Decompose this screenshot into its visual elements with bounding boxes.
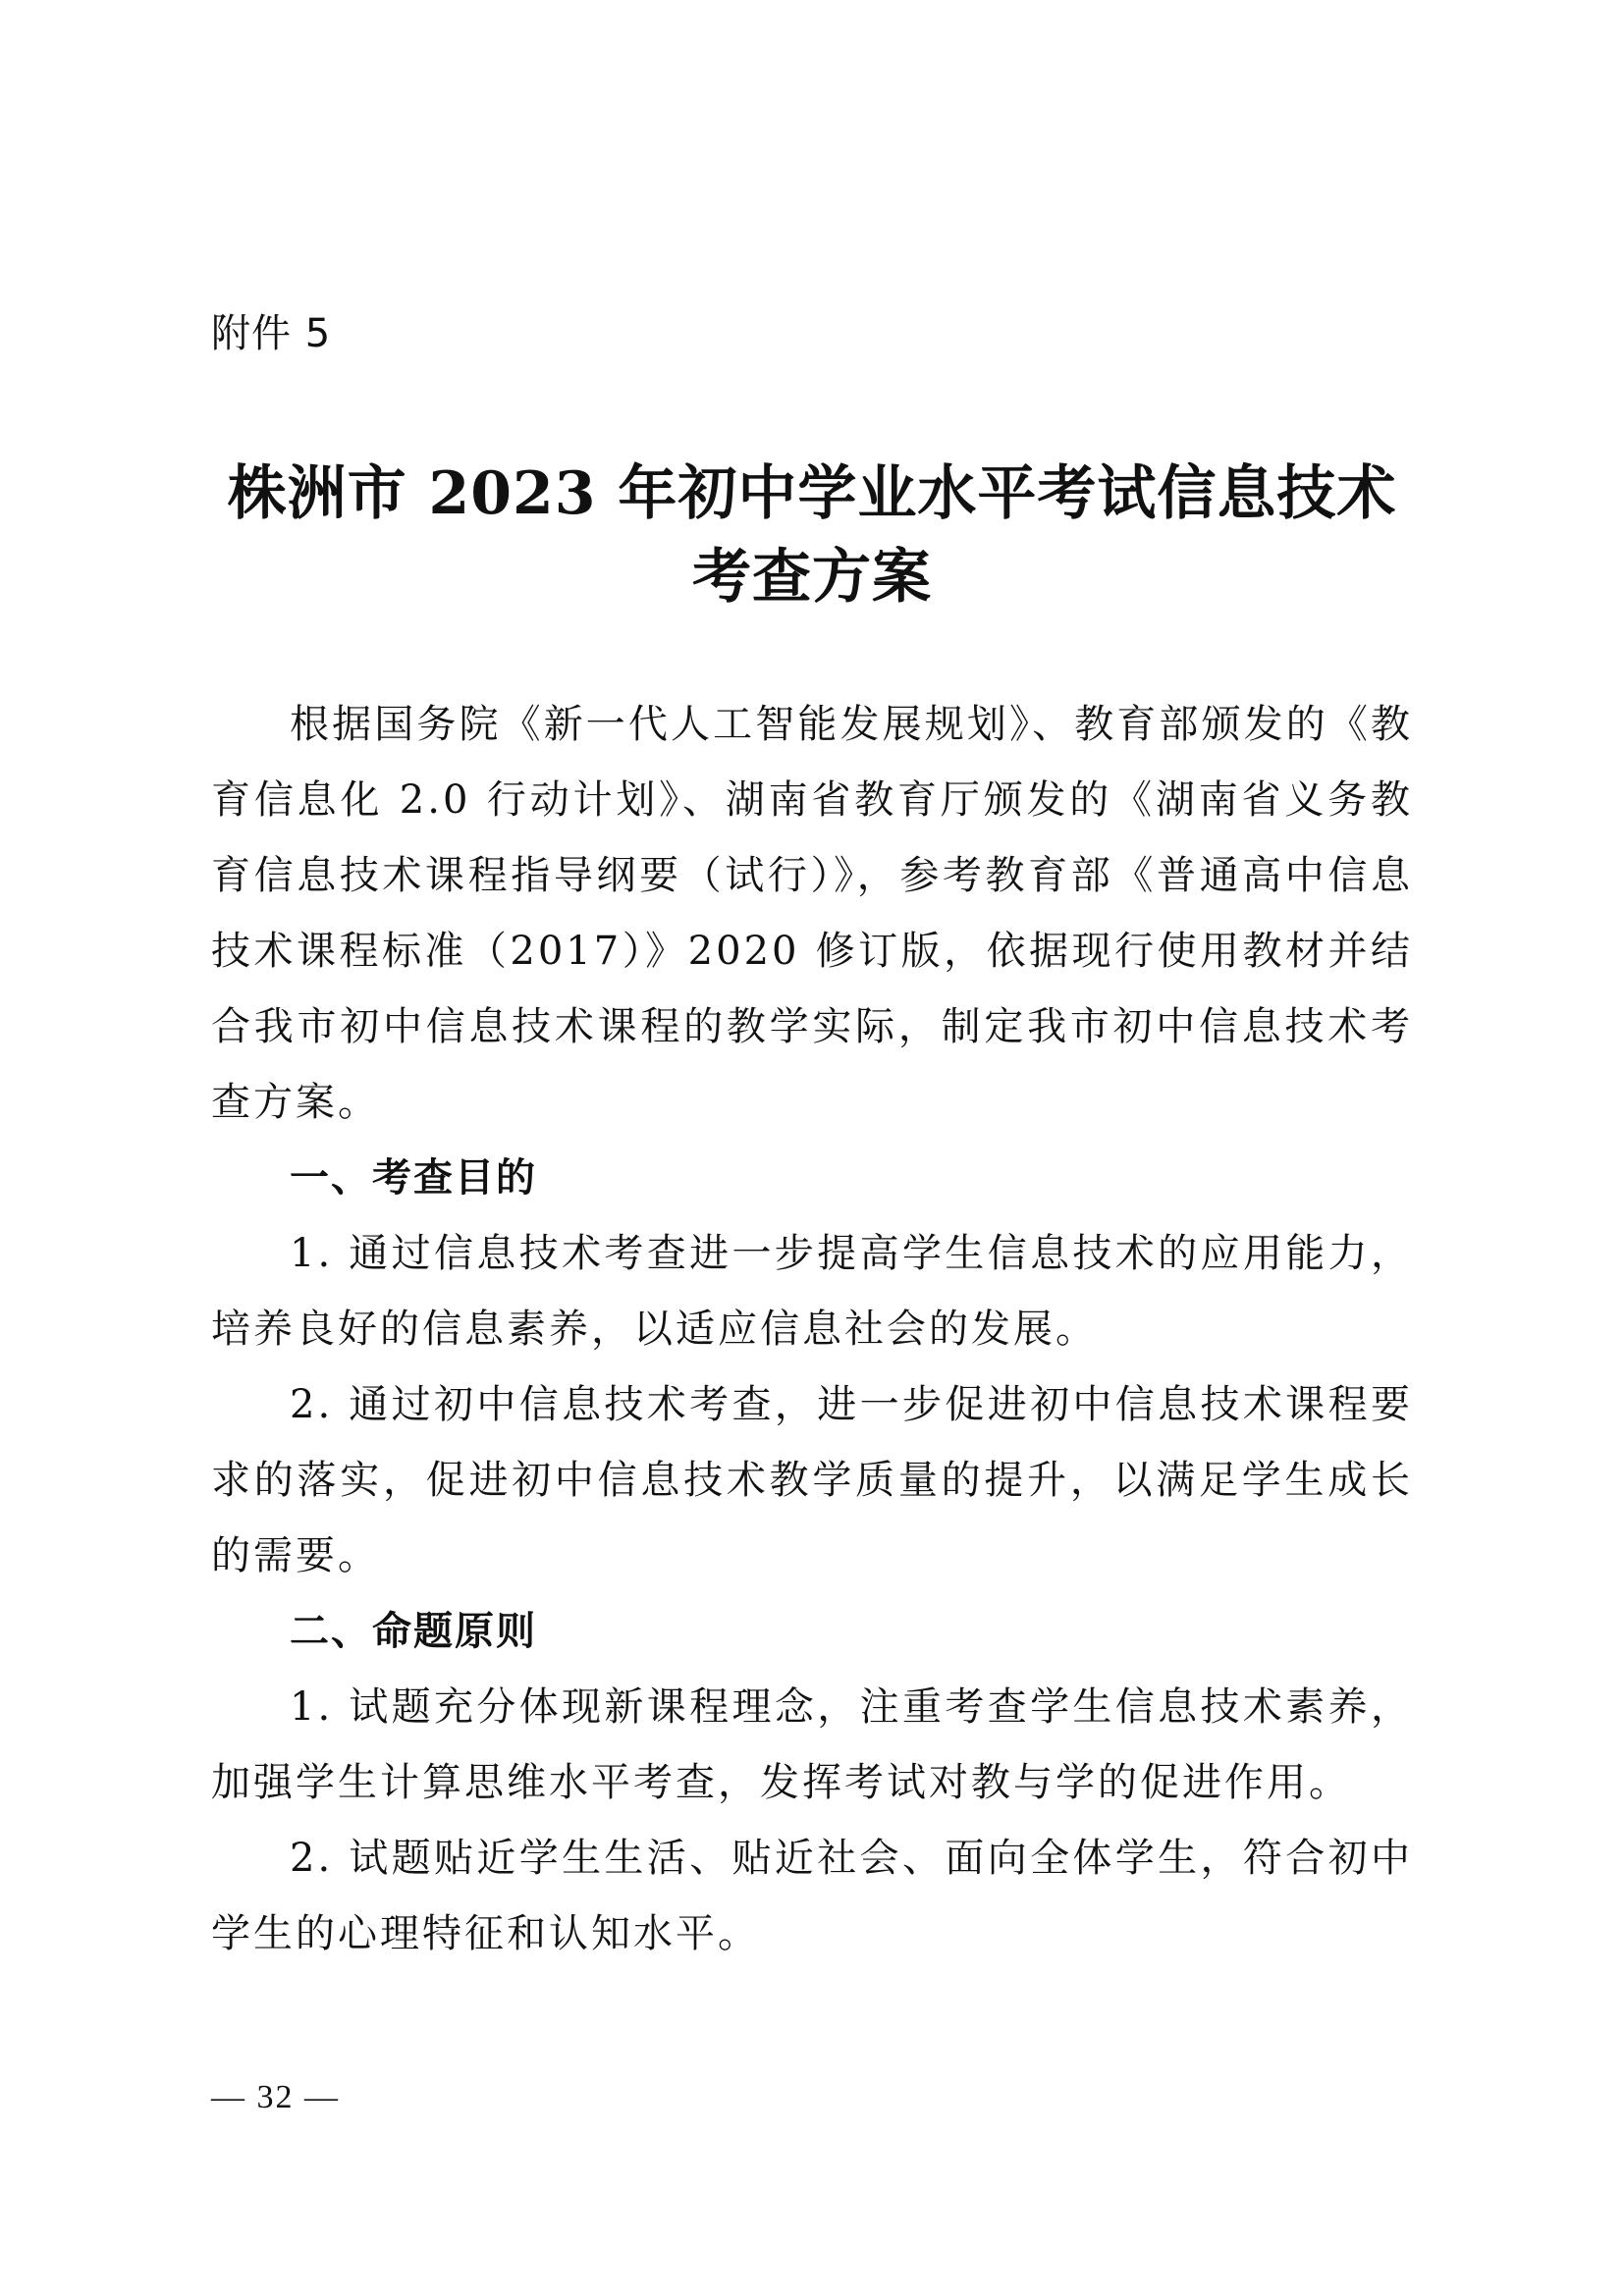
document-body: [211, 687, 1413, 1972]
principle-item-2: 2. 试题贴近学生生活、贴近社会、面向全体学生，符合初中学生的心理特征和认知水平。: [211, 1836, 1413, 1956]
purpose-item-2: 2. 通过初中信息技术考查，进一步促进初中信息技术课程要求的落实，促进初中信息技术教学质量的提升，以满足学生成长的需要。: [211, 1382, 1413, 1578]
intro-paragraph: 根据国务院《新一代人工智能发展规划》、教育部颁发的《教育信息化 2.0 行动计划》、湖南省教育厅颁发的《湖南省义务教育信息技术课程指导纲要（试行）》，参考教育部《普通高中信息技术课程标准（2017）》2020 修订版，依据现行使用教材并结合我市初中信息技术课程的教学实际，制定我市初中信息技术考查方案。: [211, 702, 1413, 1125]
page-number: — 32 —: [211, 2079, 340, 2115]
principle-item-1: 1. 试题充分体现新课程理念，注重考查学生信息技术素养，加强学生计算思维水平考查，发挥考试对教与学的促进作用。: [211, 1684, 1413, 1805]
section-heading-principles: 二、命题原则: [290, 1609, 537, 1654]
purpose-item-1: 1. 通过信息技术考查进一步提高学生信息技术的应用能力，培养良好的信息素养，以适应信息社会的发展。: [211, 1231, 1413, 1352]
document-title-line-2: 考查方案: [692, 543, 932, 612]
attachment-label: 附件 5: [211, 311, 332, 356]
section-heading-purpose: 一、考查目的: [290, 1155, 537, 1201]
document-title-line-1: 株洲市 2023 年初中学业水平考试信息技术: [227, 459, 1397, 528]
